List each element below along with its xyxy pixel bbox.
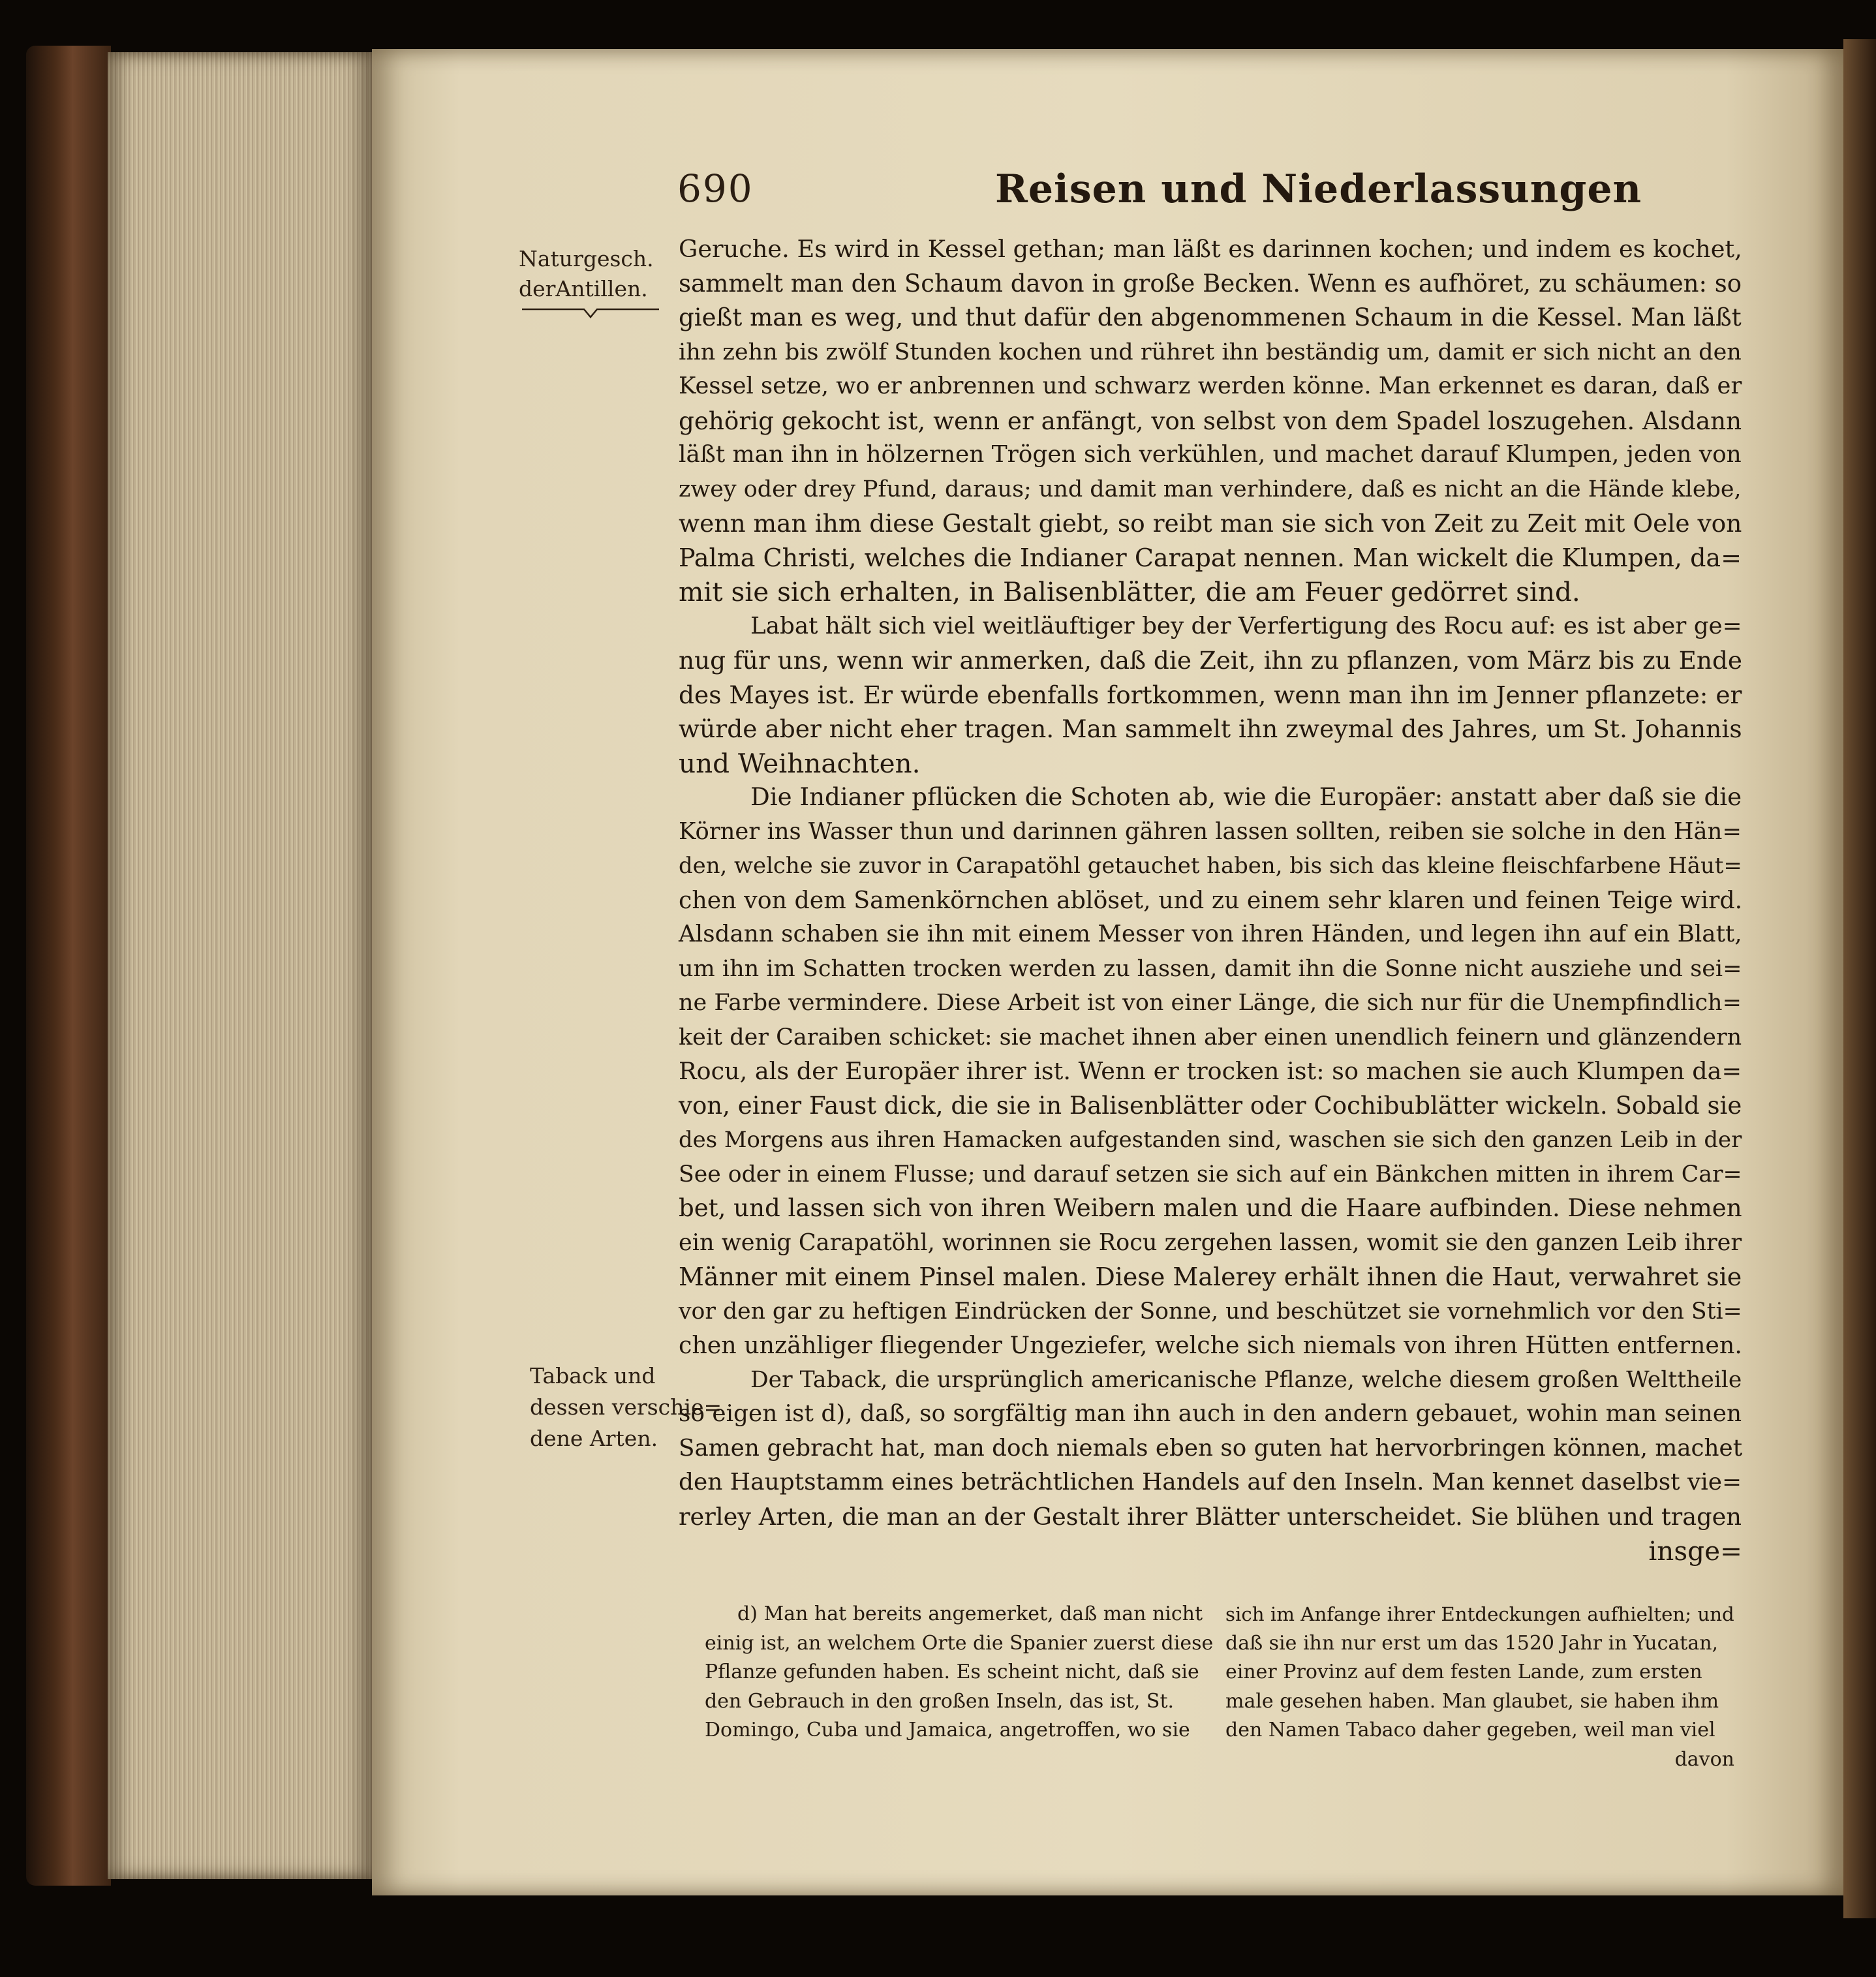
- text-line: Kessel setze, wo er anbrennen und schwarz werden könne. Man erkennet es daran, daß er: [679, 373, 1742, 399]
- text-line: gehörig gekocht ist, wenn er anfängt, von selbst von dem Spadel loszugehen. Alsdann: [679, 406, 1742, 435]
- text-line: See oder in einem Flusse; und darauf setzen sie sich auf ein Bänkchen mitten in ihrem Car=: [679, 1161, 1742, 1188]
- text-line: den, welche sie zuvor in Carapatöhl getauchet haben, bis sich das kleine fleischfarbene Häut=: [679, 853, 1742, 878]
- footnote-line: male gesehen haben. Man glaubet, sie haben ihm: [1225, 1689, 1719, 1713]
- footnote-line: einig ist, an welchem Orte die Spanier zuerst diese: [705, 1631, 1214, 1655]
- text-line: des Morgens aus ihren Hamacken aufgestanden sind, waschen sie sich den ganzen Leib in der: [679, 1127, 1742, 1152]
- text-line: Die Indianer pflücken die Schoten ab, wie die Europäer: anstatt aber daß sie die: [750, 783, 1742, 811]
- margin-note-line: Naturgesch.: [519, 246, 654, 271]
- text-line: des Mayes ist. Er würde ebenfalls fortkommen, wenn man ihn im Jenner pflanzete: er: [679, 680, 1742, 709]
- margin-note-line: derAntillen.: [519, 276, 648, 301]
- text-line: Rocu, als der Europäer ihrer ist. Wenn er trocken ist: so machen sie auch Klumpen da=: [679, 1057, 1742, 1085]
- text-line: Geruche. Es wird in Kessel gethan; man läßt es darinnen kochen; und indem es kochet,: [679, 235, 1742, 263]
- footnote-line: daß sie ihn nur erst um das 1520 Jahr in Yucatan,: [1225, 1631, 1719, 1655]
- margin-note-line: dessen verschie=: [530, 1394, 722, 1420]
- text-line: mit sie sich erhalten, in Balisenblätter, die am Feuer gedörret sind.: [679, 576, 1580, 607]
- text-line: Alsdann schaben sie ihn mit einem Messer von ihren Händen, und legen ihn auf ein Blatt,: [679, 921, 1742, 947]
- text-line: rerley Arten, die man an der Gestalt ihrer Blätter unterscheidet. Sie blühen und tragen: [679, 1502, 1742, 1531]
- text-line: bet, und lassen sich von ihren Weibern malen und die Haare aufbinden. Diese nehmen: [679, 1194, 1742, 1222]
- text-line: ein wenig Carapatöhl, worinnen sie Rocu zergehen lassen, womit sie den ganzen Leib ihrer: [679, 1229, 1742, 1256]
- text-line: und Weihnachten.: [679, 747, 921, 779]
- text-line: vor den gar zu heftigen Eindrücken der Sonne, und beschützet sie vornehmlich vor den Sti=: [679, 1298, 1742, 1325]
- text-line: von, einer Faust dick, die sie in Balisenblätter oder Cochibublätter wickeln. Sobald sie: [679, 1091, 1742, 1120]
- text-line: um ihn im Schatten trocken werden zu lassen, damit ihn die Sonne nicht ausziehe und sei=: [679, 955, 1742, 982]
- margin-note-line: Taback und: [530, 1363, 656, 1388]
- book-cover-edge: [26, 46, 111, 1886]
- text-line: nug für uns, wenn wir anmerken, daß die Zeit, ihn zu pflanzen, vom März bis zu Ende: [679, 646, 1743, 675]
- footnote-line: d) Man hat bereits angemerket, daß man nicht: [737, 1602, 1203, 1625]
- facing-page-edge: [1843, 39, 1876, 1918]
- text-line: chen von dem Samenkörnchen ablöset, und zu einem sehr klaren und feinen Teige wird.: [679, 885, 1743, 914]
- catchword: insge=: [1648, 1535, 1742, 1567]
- text-line: den Hauptstamm eines beträchtlichen Handels auf den Inseln. Man kennet daselbst vie=: [679, 1469, 1742, 1495]
- footnote-catchword: davon: [1674, 1747, 1734, 1771]
- footnote-line: den Namen Tabaco daher gegeben, weil man viel: [1225, 1719, 1715, 1741]
- text-line: so eigen ist d), daß, so sorgfältig man ihn auch in den andern gebauet, wohin man seinen: [679, 1400, 1742, 1427]
- main-text: [679, 232, 1742, 1569]
- page-number: 690: [677, 166, 754, 211]
- text-line: Samen gebracht hat, man doch niemals eben so guten hat hervorbringen können, machet: [679, 1434, 1743, 1462]
- text-line: würde aber nicht eher tragen. Man sammelt ihn zweymal des Jahres, um St. Johannis: [679, 714, 1742, 743]
- text-line: Labat hält sich viel weitläuftiger bey der Verfertigung des Rocu auf: es ist aber ge=: [750, 612, 1742, 639]
- text-line: zwey oder drey Pfund, daraus; und damit man verhindere, daß es nicht an die Hände klebe,: [679, 476, 1742, 502]
- text-line: läßt man ihn in hölzernen Trögen sich verkühlen, und machet darauf Klumpen, jeden von: [679, 441, 1742, 468]
- running-title: Reisen und Niederlassungen: [995, 166, 1642, 212]
- text-line: Palma Christi, welches die Indianer Carapat nennen. Man wickelt die Klumpen, da=: [679, 543, 1742, 572]
- footnote-line: Domingo, Cuba und Jamaica, angetroffen, wo sie: [705, 1719, 1190, 1741]
- margin-note-tabak: [530, 1360, 722, 1454]
- footnote-line: den Gebrauch in den großen Inseln, das ist, St.: [705, 1689, 1175, 1713]
- text-line: Männer mit einem Pinsel malen. Diese Malerey erhält ihnen die Haut, verwahret sie: [679, 1263, 1742, 1291]
- margin-note-bracket: [522, 308, 659, 318]
- footnote-line: sich im Anfange ihrer Entdeckungen aufhielten; und: [1225, 1603, 1734, 1625]
- text-line: sammelt man den Schaum davon in große Becken. Wenn es aufhöret, zu schäumen: so: [679, 269, 1742, 298]
- margin-note-line: dene Arten.: [530, 1426, 658, 1451]
- margin-note-natural-history: [519, 244, 669, 304]
- text-line: Der Taback, die ursprünglich americanische Pflanze, welche diesem großen Welttheile: [750, 1366, 1742, 1393]
- footnote-line: einer Provinz auf dem festen Lande, zum ersten: [1225, 1661, 1702, 1683]
- footnote-column-left: [705, 1600, 1214, 1745]
- footnote-column-right: [1225, 1600, 1734, 1774]
- text-line: gießt man es weg, und thut dafür den abgenommenen Schaum in die Kessel. Man läßt: [679, 303, 1742, 331]
- text-line: wenn man ihm diese Gestalt giebt, so reibt man sie sich von Zeit zu Zeit mit Oele von: [679, 509, 1742, 538]
- text-line: keit der Caraiben schicket: sie machet ihnen aber einen unendlich feinern und glänzendern: [679, 1024, 1742, 1050]
- footnote-line: Pflanze gefunden haben. Es scheint nicht, daß sie: [705, 1661, 1199, 1683]
- text-line: ne Farbe vermindere. Diese Arbeit ist von einer Länge, die sich nur für die Unempfindlich=: [679, 990, 1742, 1016]
- page-block-edge: [108, 52, 375, 1879]
- text-line: ihn zehn bis zwölf Stunden kochen und rühret ihn beständig um, damit er sich nicht an den: [679, 338, 1742, 365]
- text-line: chen unzähliger fliegender Ungeziefer, welche sich niemals von ihren Hütten entfernen.: [679, 1331, 1742, 1359]
- text-line: Körner ins Wasser thun und darinnen gähren lassen sollten, reiben sie solche in den Hän=: [679, 818, 1742, 845]
